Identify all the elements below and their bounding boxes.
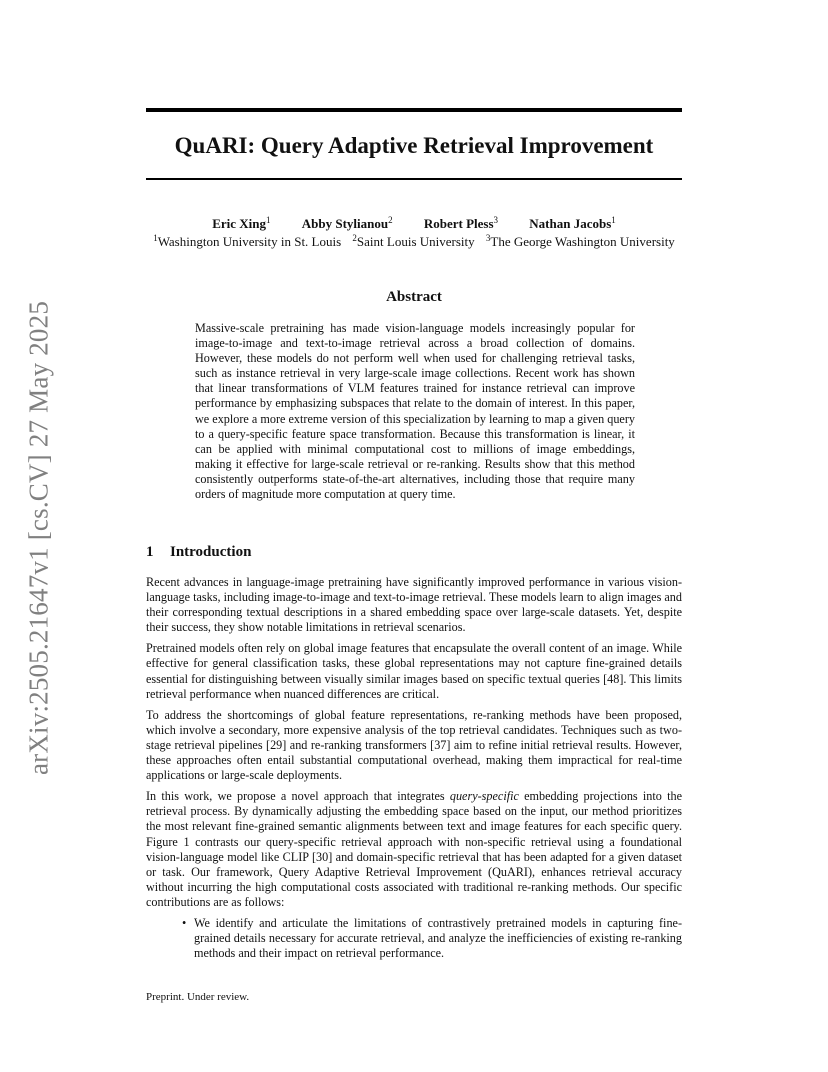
list-item: • We identify and articulate the limitations of contrastively pretrained models in capturing fine-grained details necessary for accurate retrieval, and analyze the inefficiencies of existing re-ranking methods and their impact on retrieval performance.: [194, 916, 682, 961]
author-affiliation-mark: 2: [388, 215, 393, 225]
author-name: Abby Stylianou: [301, 216, 389, 231]
author: [302, 216, 393, 231]
author-affiliation-mark: 3: [493, 215, 499, 225]
paragraph: Pretrained models often rely on global image features that encapsulate the overall content of an image. While effective for general classification tasks, these global representations may not capture fine-grained details essential for distinguishing between visually similar images based on specific textual queries [48]. This limits retrieval performance when nuanced differences are critical.: [146, 641, 682, 701]
affiliation-name: Saint Louis University: [356, 234, 475, 249]
affiliation-mark: 2: [352, 233, 357, 243]
author-name: Eric Xing: [212, 216, 267, 231]
paragraph: [146, 789, 682, 910]
paper-title: QuARI: Query Adaptive Retrieval Improvement: [174, 133, 654, 158]
affiliation: [153, 234, 341, 249]
author-list: [146, 215, 682, 233]
paragraph: To address the shortcomings of global feature representations, re-ranking methods have been proposed, which involve a secondary, more expensive analysis of the top retrieval candidates. Techniques such as two-stage retrieval pipelines [29] and re-ranking transformers [37] aim to refine initial retrieval results. However, these approaches often entail substantial computational overhead, making them impractical for real-time applications or large-scale deployments.: [146, 707, 682, 783]
affiliation-name: Washington University in St. Louis: [157, 234, 342, 249]
author-affiliation-mark: 1: [266, 215, 271, 225]
abstract-text: Massive-scale pretraining has made vision-language models increasingly popular for image-to-image and text-to-image retrieval across a broad collection of domains. However, these models do not perform well when used for challenging retrieval tasks, such as instance retrieval in very large-scale image collections. Recent work has shown that linear transformations of VLM features trained for instance retrieval can improve performance by emphasizing subspaces that relate to the domain of interest. In this paper, we explore a more extreme version of this specialization by learning to map a given query to a query-specific feature space transformation. Because this transformation is linear, it can be applied with minimal computational cost to millions of image embeddings, making it effective for large-scale retrieval or re-ranking. Results show that this method consistently outperforms state-of-the-art alternatives, including those that require many orders of magnitude more computation at query time.: [195, 321, 635, 502]
section-title: Introduction: [170, 544, 252, 560]
author: [212, 216, 270, 231]
affiliation-name: The George Washington University: [490, 234, 675, 249]
abstract-heading: Abstract: [386, 289, 442, 305]
affiliation: [352, 234, 474, 249]
affiliation-mark: 1: [153, 233, 158, 243]
section-heading: [146, 542, 251, 562]
affiliation-mark: 3: [485, 233, 491, 243]
affiliation-list: [110, 233, 718, 251]
contribution-list: [146, 916, 682, 961]
affiliation: [486, 234, 675, 249]
paragraph: Recent advances in language-image pretraining have significantly improved performance in various vision-language tasks, including image-to-image and text-to-image retrieval. These models learn to align images and their corresponding textual descriptions in a shared embedding space over large-scale datasets. Yet, despite their success, they show notable limitations in retrieval scenarios.: [146, 575, 682, 635]
paragraph-text: embedding projections into the retrieval process. By dynamically adjusting the embedding space based on the input, our method prioritizes the most relevant fine-grained semantic alignments between text and image features for each specific query. Figure 1 contrasts our query-specific retrieval approach with non-specific retrieval using a foundational vision-language model like CLIP [30] and domain-specific retrieval that has been adapted for a given dataset or task. Our framework, Query Adaptive Retrieval Improvement (QuARI), enhances retrieval accuracy without incurring the high computational costs associated with traditional re-ranking methods. Our specific contributions are as follows:: [146, 789, 683, 909]
author-affiliation-mark: 1: [611, 215, 616, 225]
paragraph-text: In this work, we propose a novel approach that integrates: [146, 789, 450, 804]
title-bottom-rule: [146, 178, 682, 180]
title-top-rule: [146, 108, 682, 112]
author-name: Robert Pless: [423, 216, 494, 231]
arxiv-identifier[interactable]: arXiv:2505.21647v1 [cs.CV] 27 May 2025: [23, 300, 54, 776]
author-name: Nathan Jacobs: [529, 216, 612, 231]
section-number: 1: [146, 544, 154, 560]
author: [529, 216, 616, 231]
emphasized-text: query-specific: [449, 789, 519, 804]
author: [424, 216, 498, 231]
footer-note: Preprint. Under review.: [146, 991, 250, 1003]
introduction-body: [146, 575, 682, 961]
